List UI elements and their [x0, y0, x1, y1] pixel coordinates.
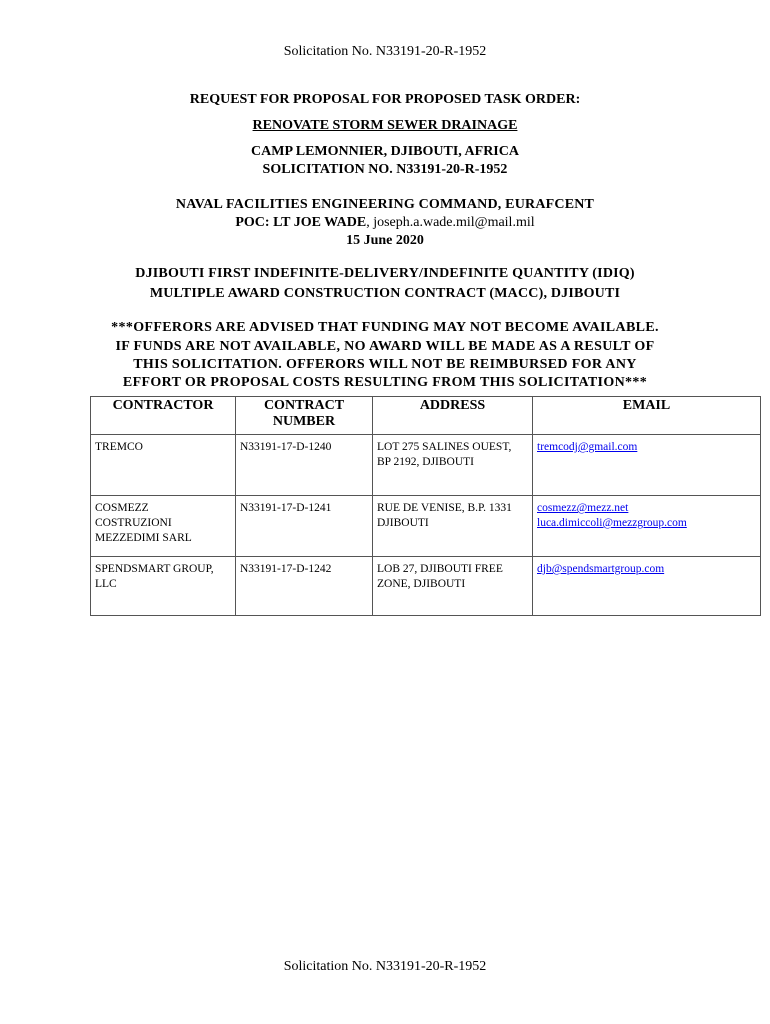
table-row	[91, 435, 761, 496]
email-link[interactable]: luca.dimiccoli@mezzgroup.com	[537, 517, 687, 529]
contractor-name: SPENDSMART GROUP,	[95, 563, 214, 575]
column-header-number-label: NUMBER	[272, 414, 336, 429]
rfp-title: REQUEST FOR PROPOSAL FOR PROPOSED TASK ORDER:	[189, 92, 581, 107]
address-line: LOT 275 SALINES OUEST,	[377, 441, 512, 453]
address-line: LOB 27, DJIBOUTI FREE	[377, 563, 503, 575]
column-header-email: EMAIL	[533, 397, 761, 435]
poc-label: POC: LT JOE WADE	[235, 215, 367, 230]
address-line: DJIBOUTI	[377, 517, 429, 529]
funding-warning-line3: THIS SOLICITATION. OFFERORS WILL NOT BE REIMBURSED FOR ANY	[133, 357, 637, 372]
email-link[interactable]: djb@spendsmartgroup.com	[537, 563, 665, 575]
email-cell	[533, 435, 761, 496]
address-cell	[373, 557, 533, 616]
address-line: BP 2192, DJIBOUTI	[377, 456, 475, 468]
address-line: RUE DE VENISE, B.P. 1331	[377, 502, 512, 514]
page-header: Solicitation No. N33191-20-R-1952	[283, 44, 487, 59]
point-of-contact	[0, 215, 770, 231]
contractor-name: LLC	[95, 578, 117, 590]
email-cell	[533, 496, 761, 557]
table-row	[91, 496, 761, 557]
email-cell	[533, 557, 761, 616]
contractor-name: COSTRUZIONI	[95, 517, 172, 529]
address-cell	[373, 496, 533, 557]
column-header-address: ADDRESS	[373, 397, 533, 435]
contractor-cell	[91, 496, 236, 557]
contractor-name: COSMEZZ	[95, 502, 149, 514]
email-link[interactable]: cosmezz@mezz.net	[537, 502, 629, 514]
table-row	[91, 557, 761, 616]
poc-email: , joseph.a.wade.mil@mail.mil	[366, 215, 535, 230]
funding-warning-line2: IF FUNDS ARE NOT AVAILABLE, NO AWARD WILL BE MADE AS A RESULT OF	[115, 339, 655, 354]
page-footer: Solicitation No. N33191-20-R-1952	[283, 959, 487, 974]
column-header-contractor: CONTRACTOR	[91, 397, 236, 435]
solicitation-number: SOLICITATION NO. N33191-20-R-1952	[262, 162, 508, 177]
contract-number-cell: N33191-17-D-1242	[236, 557, 373, 616]
contractor-name: TREMCO	[95, 441, 143, 453]
column-header-contract-label: CONTRACT	[263, 398, 345, 413]
agency-name: NAVAL FACILITIES ENGINEERING COMMAND, EURAFCENT	[175, 197, 595, 212]
funding-warning-line4: EFFORT OR PROPOSAL COSTS RESULTING FROM THIS SOLICITATION***	[122, 375, 648, 390]
contractors-table	[90, 396, 761, 616]
contract-number-cell: N33191-17-D-1241	[236, 496, 373, 557]
contract-description-line2: MULTIPLE AWARD CONSTRUCTION CONTRACT (MACC), DJIBOUTI	[149, 286, 621, 301]
email-link[interactable]: tremcodj@gmail.com	[537, 441, 638, 453]
column-header-contract-number	[236, 397, 373, 435]
address-cell	[373, 435, 533, 496]
contractor-cell	[91, 435, 236, 496]
contractor-cell	[91, 557, 236, 616]
contractor-name: MEZZEDIMI SARL	[95, 532, 192, 544]
contract-number-cell: N33191-17-D-1240	[236, 435, 373, 496]
issue-date: 15 June 2020	[346, 233, 424, 248]
project-name: RENOVATE STORM SEWER DRAINAGE	[252, 118, 518, 133]
funding-warning-line1: ***OFFERORS ARE ADVISED THAT FUNDING MAY NOT BECOME AVAILABLE.	[111, 320, 659, 335]
contract-description-line1: DJIBOUTI FIRST INDEFINITE-DELIVERY/INDEFINITE QUANTITY (IDIQ)	[135, 266, 635, 281]
table-header-row	[91, 397, 761, 435]
project-location: CAMP LEMONNIER, DJIBOUTI, AFRICA	[251, 144, 519, 159]
address-line: ZONE, DJIBOUTI	[377, 578, 466, 590]
